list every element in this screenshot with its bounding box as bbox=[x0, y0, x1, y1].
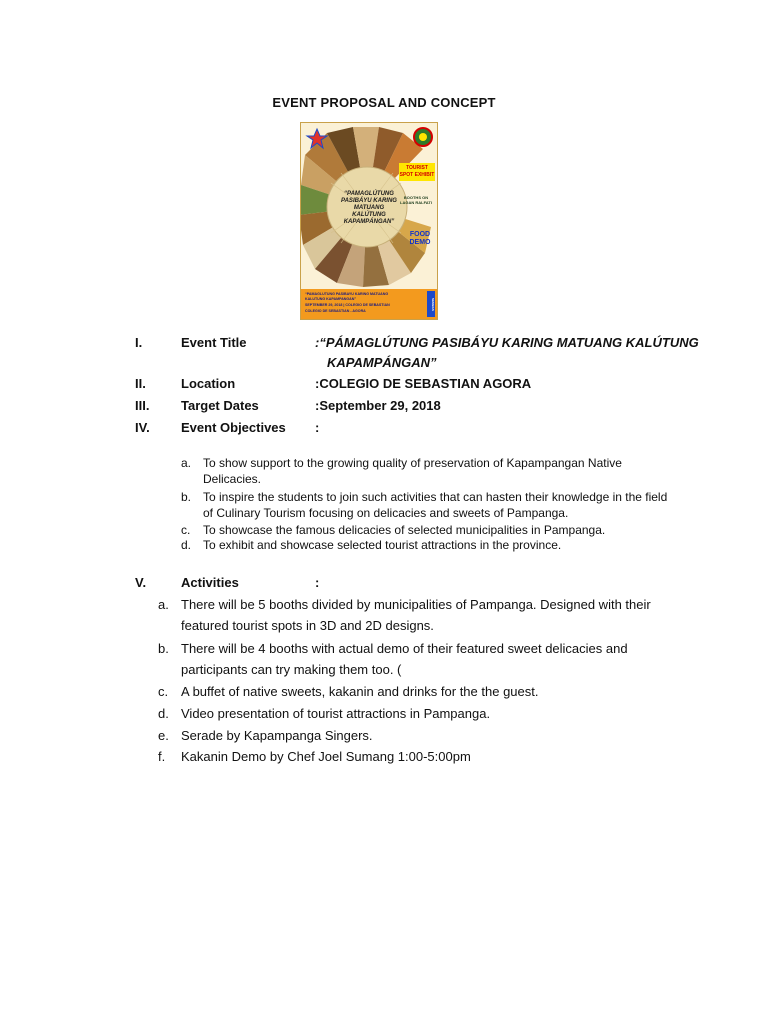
poster-food-demo-tag: FOOD DEMO bbox=[409, 231, 431, 246]
section-numeral: V. bbox=[135, 575, 147, 590]
list-item-text: Kakanin Demo by Chef Joel Sumang 1:00-5:00pm bbox=[181, 749, 471, 764]
section-numeral: IV. bbox=[135, 420, 150, 435]
section-numeral: I. bbox=[135, 335, 143, 350]
list-item-letter: c. bbox=[181, 523, 191, 537]
section-numeral: II. bbox=[135, 376, 146, 391]
section-label: Target Dates bbox=[181, 398, 259, 413]
section-label: Location bbox=[181, 376, 236, 391]
poster-footer-line: SEPTEMBER 29, 2018 | COLEGIO DE SEBASTIAN bbox=[305, 303, 390, 307]
poster-footer-line: KALUTUNG KAPAMPANGAN” bbox=[305, 297, 357, 301]
list-item-text: A buffet of native sweets, kakanin and drinks for the the guest. bbox=[181, 684, 539, 699]
poster-title-line: PASIBÁYU KARING bbox=[341, 198, 397, 204]
section-label: Event Title bbox=[181, 335, 247, 350]
poster-title-line: “PAMAGLÚTUNG bbox=[344, 191, 394, 197]
poster-footer-side-label: SEMBAS bbox=[427, 291, 435, 317]
list-item-letter: d. bbox=[181, 538, 192, 552]
poster-tourist-spot-tag: TOURIST SPOT EXHIBIT bbox=[399, 163, 435, 181]
list-item-letter: e. bbox=[158, 728, 169, 743]
list-item-letter: a. bbox=[158, 597, 169, 612]
location-value: :COLEGIO DE SEBASTIAN AGORA bbox=[315, 376, 532, 391]
poster-title-line: MATUANG bbox=[353, 205, 385, 211]
event-title-value-cont: KAPAMPÁNGAN” bbox=[327, 355, 437, 370]
list-item-letter: d. bbox=[158, 706, 169, 721]
event-poster-image bbox=[300, 122, 438, 320]
list-item-text: There will be 5 booths divided by municipalities of Pampanga. Designed with their featured tourist spots in 3D and 2D designs. bbox=[181, 597, 651, 633]
poster-title-line: KALÚTUNG bbox=[352, 212, 386, 218]
poster-title-line: KAPAMPÁNGAN” bbox=[343, 219, 395, 225]
activities-colon: : bbox=[315, 575, 320, 590]
section-numeral: III. bbox=[135, 398, 150, 413]
section-label: Event Objectives bbox=[181, 420, 286, 435]
list-item-text: Video presentation of tourist attractions in Pampanga. bbox=[181, 706, 491, 721]
list-item-text: There will be 4 booths with actual demo of their featured sweet delicacies and participants can try making them too. ( bbox=[181, 641, 628, 677]
poster-footer bbox=[301, 289, 437, 319]
list-item-letter: b. bbox=[181, 490, 192, 504]
poster-title bbox=[329, 191, 409, 226]
event-title-value: :“PÁMAGLÚTUNG PASIBÁYU KARING MATUANG KALÚTUNG bbox=[315, 335, 699, 350]
list-item-text: To exhibit and showcase selected tourist attractions in the province. bbox=[203, 538, 562, 552]
list-item-text: To showcase the famous delicacies of selected municipalities in Pampanga. bbox=[203, 523, 606, 537]
poster-footer-line: COLEGIO DE SEBASTIAN - AGORA bbox=[305, 309, 366, 313]
list-item-letter: a. bbox=[181, 456, 192, 470]
list-item-text: To show support to the growing quality of preservation of Kapampangan Native Delicacies. bbox=[203, 456, 622, 486]
list-item-letter: b. bbox=[158, 641, 169, 656]
list-item-letter: c. bbox=[158, 684, 169, 699]
document-title: EVENT PROPOSAL AND CONCEPT bbox=[272, 95, 496, 110]
poster-footer-line: “PAMAGLUTUNG PASIBAYU KARING MATUANG bbox=[305, 292, 389, 296]
poster-booths-tag: BOOTHS ON LAGAN RALFATI bbox=[400, 195, 432, 205]
list-item-text: To inspire the students to join such activities that can hasten their knowledge in the field of Culinary Tourism focusing on delicacies and sweets of Pampanga. bbox=[203, 490, 668, 520]
list-item-letter: f. bbox=[158, 749, 166, 764]
section-label: Activities bbox=[181, 575, 239, 590]
objectives-colon: : bbox=[315, 420, 320, 435]
list-item-text: Serade by Kapampanga Singers. bbox=[181, 728, 373, 743]
target-dates-value: :September 29, 2018 bbox=[315, 398, 441, 413]
